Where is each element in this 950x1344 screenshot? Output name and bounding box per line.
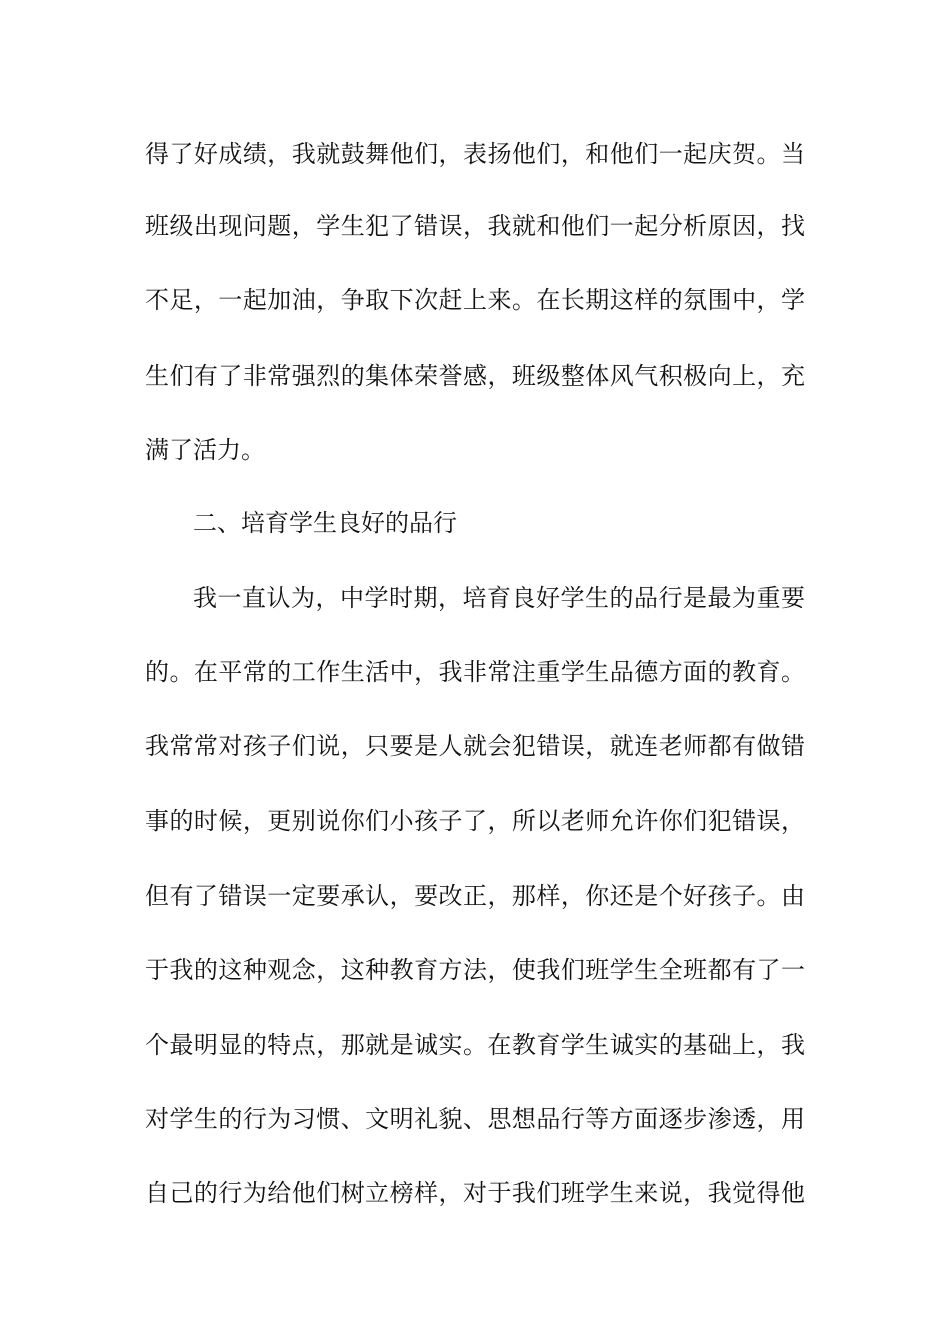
paragraph-line: 对学生的行为习惯、文明礼貌、思想品行等方面逐步渗透，用 (145, 1105, 805, 1133)
paragraph-line: 的。在平常的工作生活中，我非常注重学生品德方面的教育。 (145, 658, 805, 686)
paragraph-line: 自己的行为给他们树立榜样，对于我们班学生来说，我觉得他 (145, 1179, 805, 1207)
paragraph-line: 个最明显的特点，那就是诚实。在教育学生诚实的基础上，我 (145, 1031, 805, 1059)
paragraph-line: 班级出现问题，学生犯了错误，我就和他们一起分析原因，找 (145, 212, 805, 240)
paragraph-line: 我常常对孩子们说，只要是人就会犯错误，就连老师都有做错 (145, 732, 805, 760)
paragraph-line: 满了活力。 (145, 436, 265, 464)
paragraph-line: 事的时候，更别说你们小孩子了，所以老师允许你们犯错误， (145, 807, 805, 835)
paragraph-line: 生们有了非常强烈的集体荣誉感，班级整体风气积极向上，充 (145, 362, 805, 390)
section-heading: 二、培育学生良好的品行 (193, 509, 457, 537)
paragraph-line: 不足，一起加油，争取下次赶上来。在长期这样的氛围中，学 (145, 286, 805, 314)
paragraph-line: 得了好成绩，我就鼓舞他们，表扬他们，和他们一起庆贺。当 (145, 140, 805, 168)
paragraph-line: 我一直认为，中学时期，培育良好学生的品行是最为重要 (193, 584, 805, 612)
paragraph-line: 于我的这种观念，这种教育方法，使我们班学生全班都有了一 (145, 956, 805, 984)
paragraph-line: 但有了错误一定要承认，要改正，那样，你还是个好孩子。由 (145, 882, 805, 910)
